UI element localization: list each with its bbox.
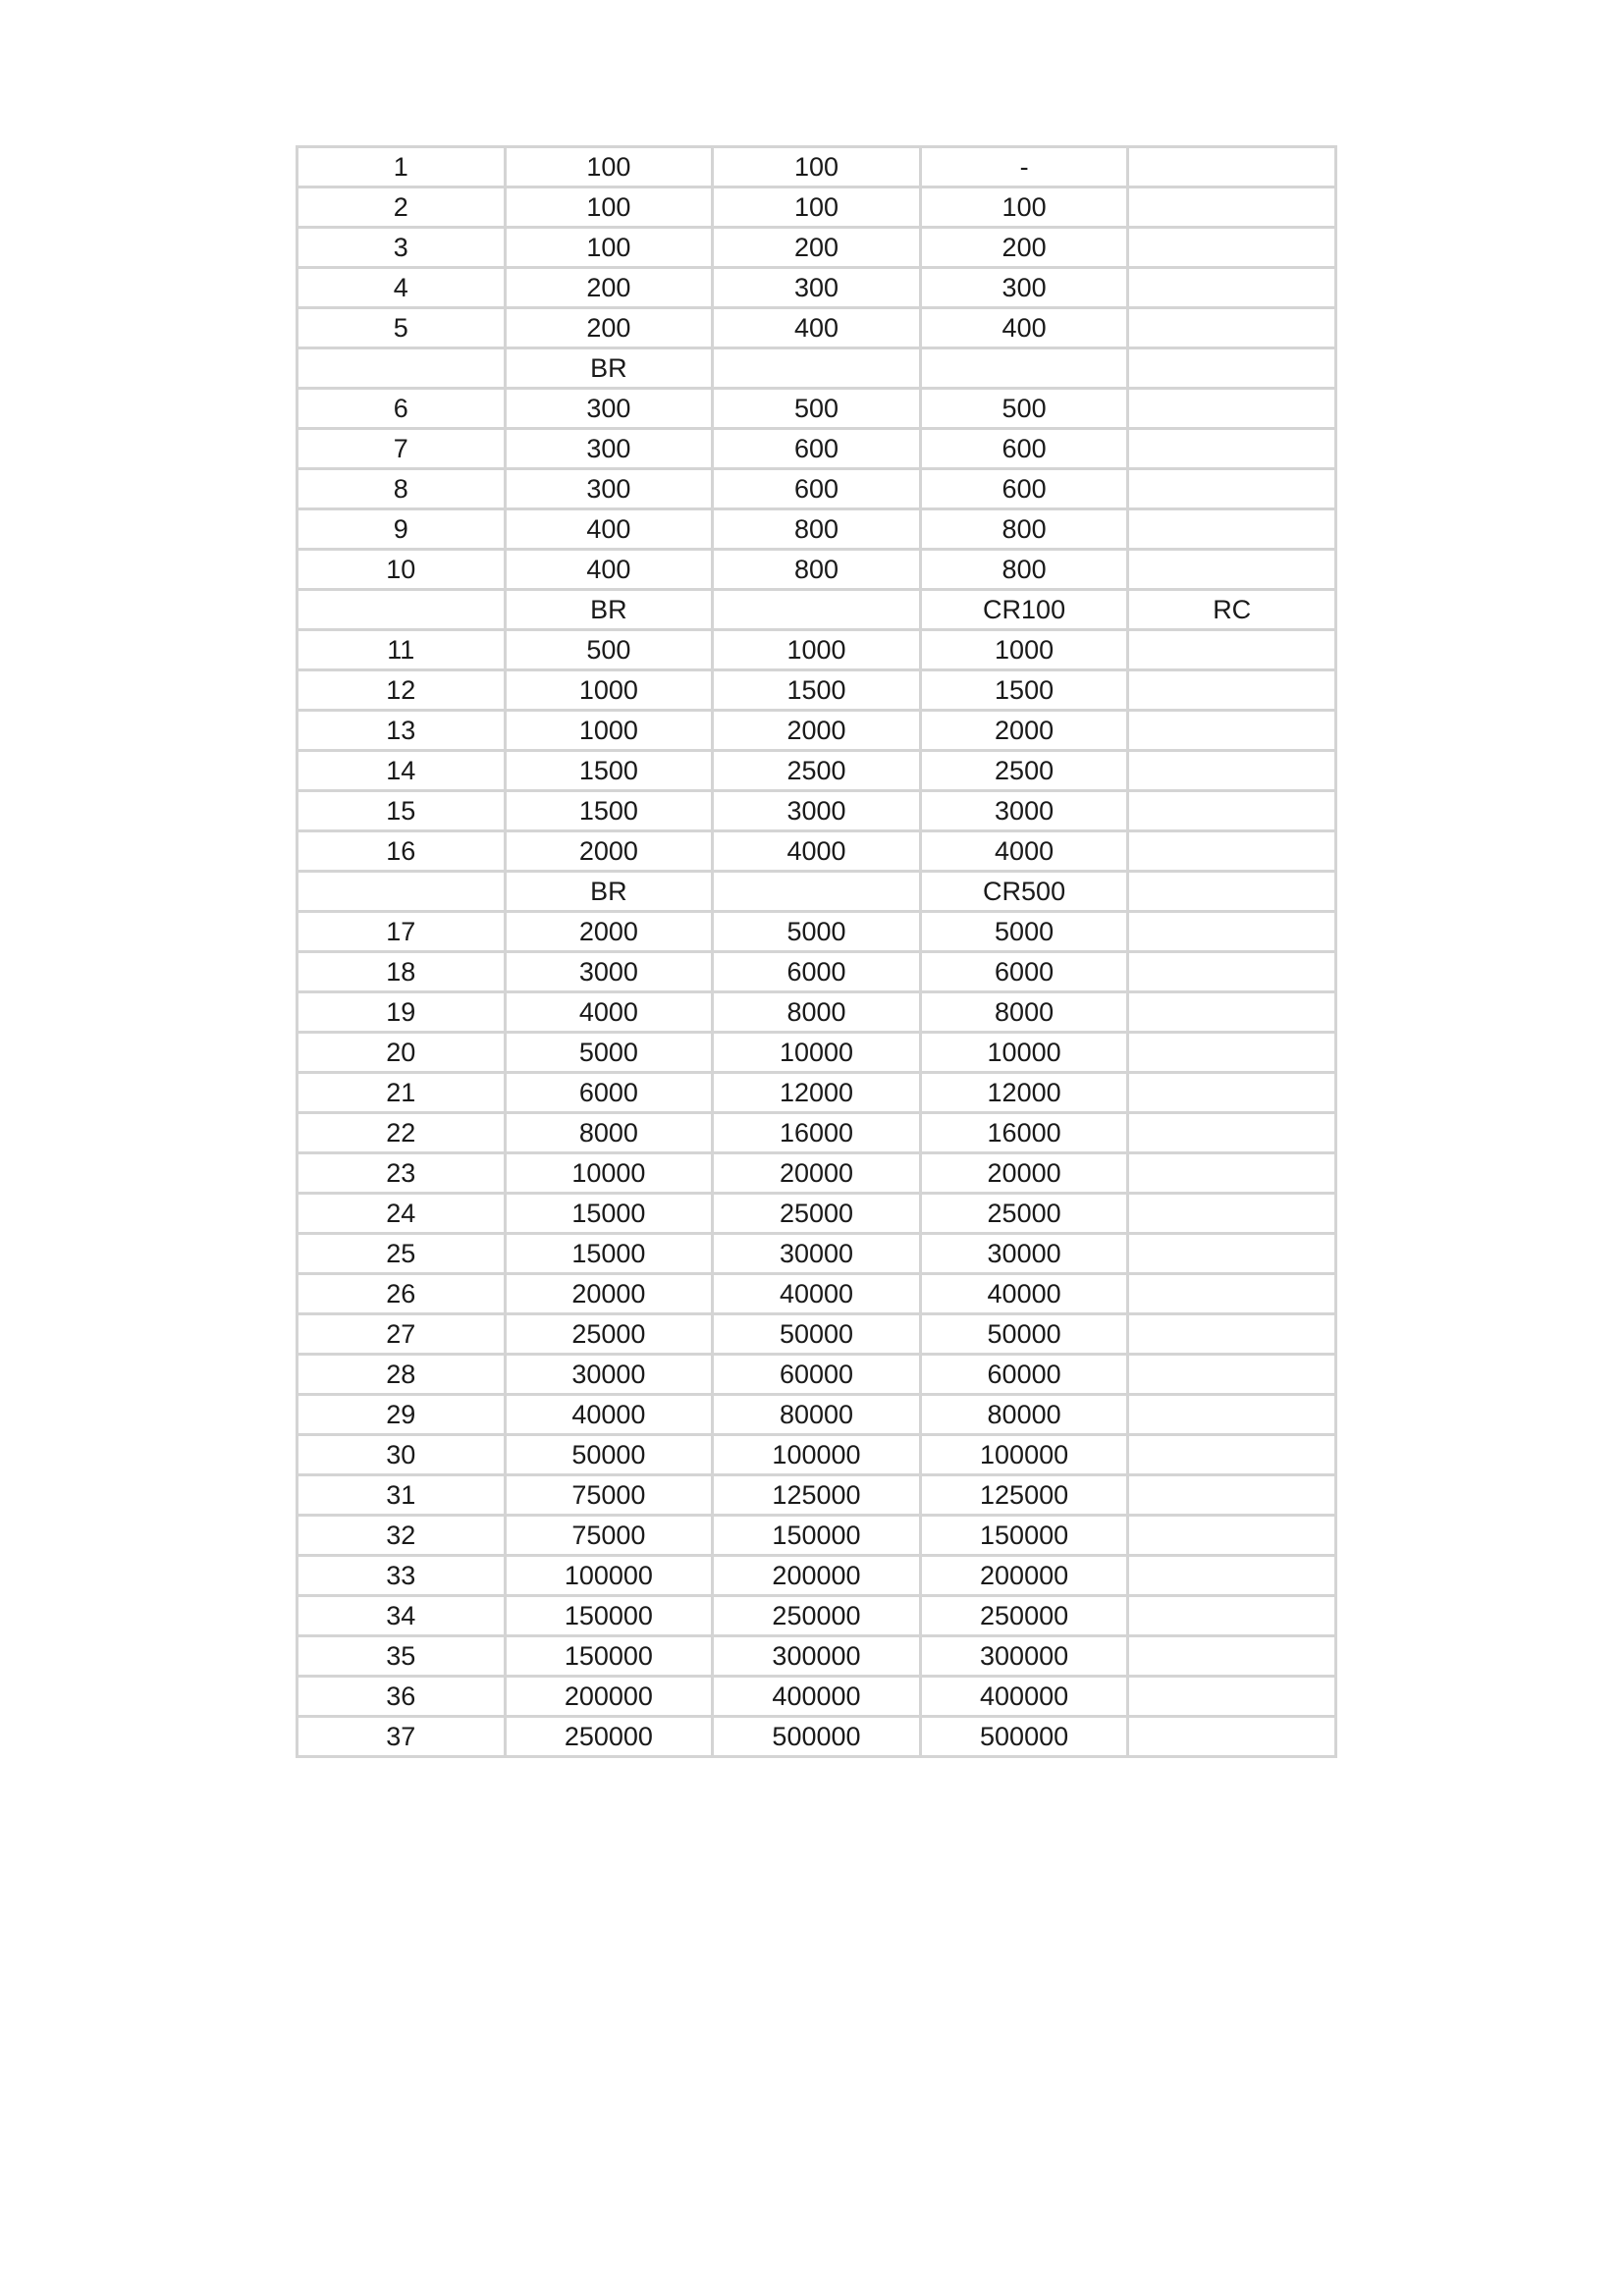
table-row [298,831,1336,872]
table-cell [1128,187,1336,228]
table-cell [1128,630,1336,670]
table-cell: 4000 [920,831,1128,872]
table-cell: 75000 [505,1475,713,1516]
table-cell: 6000 [713,952,921,992]
table-cell: 33 [298,1556,506,1596]
table-cell [1128,1717,1336,1757]
table-row [298,992,1336,1033]
table-cell: 18 [298,952,506,992]
table-cell [1128,1516,1336,1556]
table-cell [920,348,1128,389]
table-cell: 200000 [920,1556,1128,1596]
table-cell: 100 [713,187,921,228]
table-cell: - [920,147,1128,187]
table-cell: 17 [298,912,506,952]
table-cell: 23 [298,1153,506,1194]
table-row [298,1475,1336,1516]
table-cell: 1000 [505,670,713,711]
table-cell: 2 [298,187,506,228]
table-cell [1128,912,1336,952]
table-row [298,1274,1336,1314]
table-cell: 800 [713,550,921,590]
table-cell [1128,1274,1336,1314]
table-cell [1128,831,1336,872]
table-cell: 34 [298,1596,506,1636]
table-cell: 200 [505,268,713,308]
table-cell: 500 [920,389,1128,429]
table-cell: 800 [920,550,1128,590]
table-cell: 36 [298,1677,506,1717]
table-cell: 31 [298,1475,506,1516]
table-row [298,952,1336,992]
table-row [298,872,1336,912]
table-cell: 3000 [505,952,713,992]
table-cell [1128,791,1336,831]
table-cell: 20000 [713,1153,921,1194]
table-cell: 10000 [505,1153,713,1194]
table-cell: 12 [298,670,506,711]
table-cell: 400 [920,308,1128,348]
table-cell: 1000 [505,711,713,751]
table-cell: 28 [298,1355,506,1395]
table-cell [1128,1194,1336,1234]
table-cell [1128,711,1336,751]
table-cell: 35 [298,1636,506,1677]
table-cell [1128,1234,1336,1274]
table-row [298,348,1336,389]
table-cell: 19 [298,992,506,1033]
table-cell: 16000 [920,1113,1128,1153]
table-cell: 100000 [713,1435,921,1475]
table-cell: 25000 [920,1194,1128,1234]
table-cell: 5 [298,308,506,348]
table-cell: 300000 [713,1636,921,1677]
table-cell: 2000 [505,912,713,952]
table-row [298,1596,1336,1636]
table-cell: 25 [298,1234,506,1274]
table-row [298,1717,1336,1757]
table-cell: 13 [298,711,506,751]
table-cell [1128,1636,1336,1677]
table-cell [1128,751,1336,791]
table-cell: 1 [298,147,506,187]
table-cell: 27 [298,1314,506,1355]
table-cell: 30000 [920,1234,1128,1274]
table-cell: 10000 [713,1033,921,1073]
table-row [298,1355,1336,1395]
table-row [298,187,1336,228]
table-cell: 400 [713,308,921,348]
table-row [298,1153,1336,1194]
table-cell: BR [505,348,713,389]
table-cell: 9 [298,509,506,550]
table-cell: 8000 [505,1113,713,1153]
table-cell [298,590,506,630]
table-cell: 1500 [505,791,713,831]
table-cell: 14 [298,751,506,791]
table-cell: 300 [505,429,713,469]
table-row [298,1395,1336,1435]
table-cell: CR500 [920,872,1128,912]
table-cell [1128,469,1336,509]
table-cell: 75000 [505,1516,713,1556]
table-cell: 400 [505,509,713,550]
table-cell: 150000 [920,1516,1128,1556]
table-cell: 5000 [920,912,1128,952]
table-row [298,1516,1336,1556]
table-cell [713,872,921,912]
table-row [298,751,1336,791]
table-cell: 400000 [713,1677,921,1717]
table-cell: 37 [298,1717,506,1757]
table-cell [1128,1113,1336,1153]
table-cell [1128,147,1336,187]
table-cell: 3 [298,228,506,268]
table-cell: 40000 [920,1274,1128,1314]
table-row [298,912,1336,952]
table-row [298,711,1336,751]
table-cell [1128,509,1336,550]
table-cell: 16000 [713,1113,921,1153]
table-cell [713,590,921,630]
table-cell: 16 [298,831,506,872]
table-cell [1128,872,1336,912]
table-cell: 500 [713,389,921,429]
table-cell: 200 [505,308,713,348]
table-cell: 4000 [505,992,713,1033]
data-table [296,145,1337,1758]
table-cell: 12000 [713,1073,921,1113]
table-cell: 25000 [713,1194,921,1234]
table-cell: 100 [920,187,1128,228]
table-cell: RC [1128,590,1336,630]
table-cell: CR100 [920,590,1128,630]
table-cell: 200 [713,228,921,268]
table-cell [298,348,506,389]
table-cell: 300 [505,469,713,509]
table-cell: 4 [298,268,506,308]
table-cell: 400 [505,550,713,590]
table-cell: 500000 [713,1717,921,1757]
table-cell: 8 [298,469,506,509]
table-cell: 125000 [713,1475,921,1516]
table-cell [713,348,921,389]
table-cell: 15 [298,791,506,831]
table-cell [1128,429,1336,469]
table-cell: 100 [505,147,713,187]
table-cell: 3000 [713,791,921,831]
table-cell: 40000 [505,1395,713,1435]
table-row [298,469,1336,509]
table-cell: 40000 [713,1274,921,1314]
table-cell: 26 [298,1274,506,1314]
table-cell: BR [505,872,713,912]
table-row [298,1677,1336,1717]
table-cell: 200 [920,228,1128,268]
table-cell [1128,1677,1336,1717]
table-cell: 50000 [713,1314,921,1355]
table-row [298,1556,1336,1596]
table-row [298,630,1336,670]
table-row [298,791,1336,831]
table-cell: 21 [298,1073,506,1113]
table-cell [1128,992,1336,1033]
table-cell: 11 [298,630,506,670]
table-cell: 60000 [920,1355,1128,1395]
table-cell: 100 [505,187,713,228]
table-cell: 600 [920,429,1128,469]
table-cell: 15000 [505,1234,713,1274]
table-cell [1128,308,1336,348]
table-cell: 125000 [920,1475,1128,1516]
table-row [298,1033,1336,1073]
table-row [298,308,1336,348]
table-cell: 500 [505,630,713,670]
table-cell: 8000 [920,992,1128,1033]
table-cell: 30000 [713,1234,921,1274]
table-cell [1128,1073,1336,1113]
table-cell: 2000 [713,711,921,751]
table-cell [1128,1556,1336,1596]
table-row [298,590,1336,630]
table-cell: 100 [505,228,713,268]
table-cell: 6000 [505,1073,713,1113]
table-cell: 80000 [713,1395,921,1435]
table-cell: 250000 [713,1596,921,1636]
table-cell: 32 [298,1516,506,1556]
table-body [298,147,1336,1757]
table-cell: 6 [298,389,506,429]
table-cell: BR [505,590,713,630]
table-cell: 100000 [920,1435,1128,1475]
table-cell [1128,1355,1336,1395]
table-cell: 15000 [505,1194,713,1234]
table-cell: 2000 [920,711,1128,751]
table-cell: 600 [713,469,921,509]
table-cell: 2500 [920,751,1128,791]
table-cell: 50000 [505,1435,713,1475]
table-cell [1128,1314,1336,1355]
table-row [298,1314,1336,1355]
table-cell [1128,1596,1336,1636]
table-cell: 200000 [713,1556,921,1596]
table-row [298,389,1336,429]
table-cell: 600 [713,429,921,469]
table-row [298,1435,1336,1475]
table-row [298,268,1336,308]
table-cell [1128,550,1336,590]
table-cell: 150000 [505,1636,713,1677]
table-cell: 800 [920,509,1128,550]
table-cell: 2000 [505,831,713,872]
table-cell: 1500 [713,670,921,711]
table-cell: 10000 [920,1033,1128,1073]
table-cell: 600 [920,469,1128,509]
table-cell [1128,1435,1336,1475]
table-row [298,147,1336,187]
table-cell: 250000 [505,1717,713,1757]
table-cell: 7 [298,429,506,469]
table-cell: 1000 [713,630,921,670]
table-cell: 5000 [713,912,921,952]
table-cell: 20000 [505,1274,713,1314]
table-cell: 24 [298,1194,506,1234]
table-cell: 300 [920,268,1128,308]
table-cell: 150000 [713,1516,921,1556]
table-cell: 29 [298,1395,506,1435]
table-cell: 2500 [713,751,921,791]
table-row [298,1234,1336,1274]
table-cell: 300 [713,268,921,308]
table-cell: 30 [298,1435,506,1475]
table-cell: 60000 [713,1355,921,1395]
table-row [298,1073,1336,1113]
table-cell: 30000 [505,1355,713,1395]
table-cell: 100000 [505,1556,713,1596]
table-row [298,429,1336,469]
table-cell: 8000 [713,992,921,1033]
table-cell: 1500 [920,670,1128,711]
table-cell: 100 [713,147,921,187]
table-cell: 25000 [505,1314,713,1355]
table-cell [1128,1033,1336,1073]
table-row [298,1113,1336,1153]
table-cell: 3000 [920,791,1128,831]
table-cell: 500000 [920,1717,1128,1757]
table-row [298,550,1336,590]
table-cell: 1000 [920,630,1128,670]
table-cell: 300000 [920,1636,1128,1677]
table-cell [1128,1395,1336,1435]
table-cell: 800 [713,509,921,550]
table-cell: 300 [505,389,713,429]
table-cell [1128,268,1336,308]
table-row [298,1194,1336,1234]
table-cell [298,872,506,912]
table-cell [1128,348,1336,389]
table-cell [1128,1153,1336,1194]
table-cell: 20000 [920,1153,1128,1194]
table-cell [1128,670,1336,711]
table-cell: 150000 [505,1596,713,1636]
table-cell: 400000 [920,1677,1128,1717]
table-row [298,1636,1336,1677]
table-cell: 10 [298,550,506,590]
table-row [298,509,1336,550]
table-cell [1128,389,1336,429]
table-row [298,228,1336,268]
table-cell: 200000 [505,1677,713,1717]
table-cell [1128,228,1336,268]
table-cell: 20 [298,1033,506,1073]
table-cell: 1500 [505,751,713,791]
table-cell [1128,952,1336,992]
table-cell: 22 [298,1113,506,1153]
table-cell: 4000 [713,831,921,872]
table-cell: 12000 [920,1073,1128,1113]
table-cell: 50000 [920,1314,1128,1355]
table-cell: 250000 [920,1596,1128,1636]
table-cell [1128,1475,1336,1516]
table-cell: 5000 [505,1033,713,1073]
table-cell: 6000 [920,952,1128,992]
table-cell: 80000 [920,1395,1128,1435]
table-row [298,670,1336,711]
